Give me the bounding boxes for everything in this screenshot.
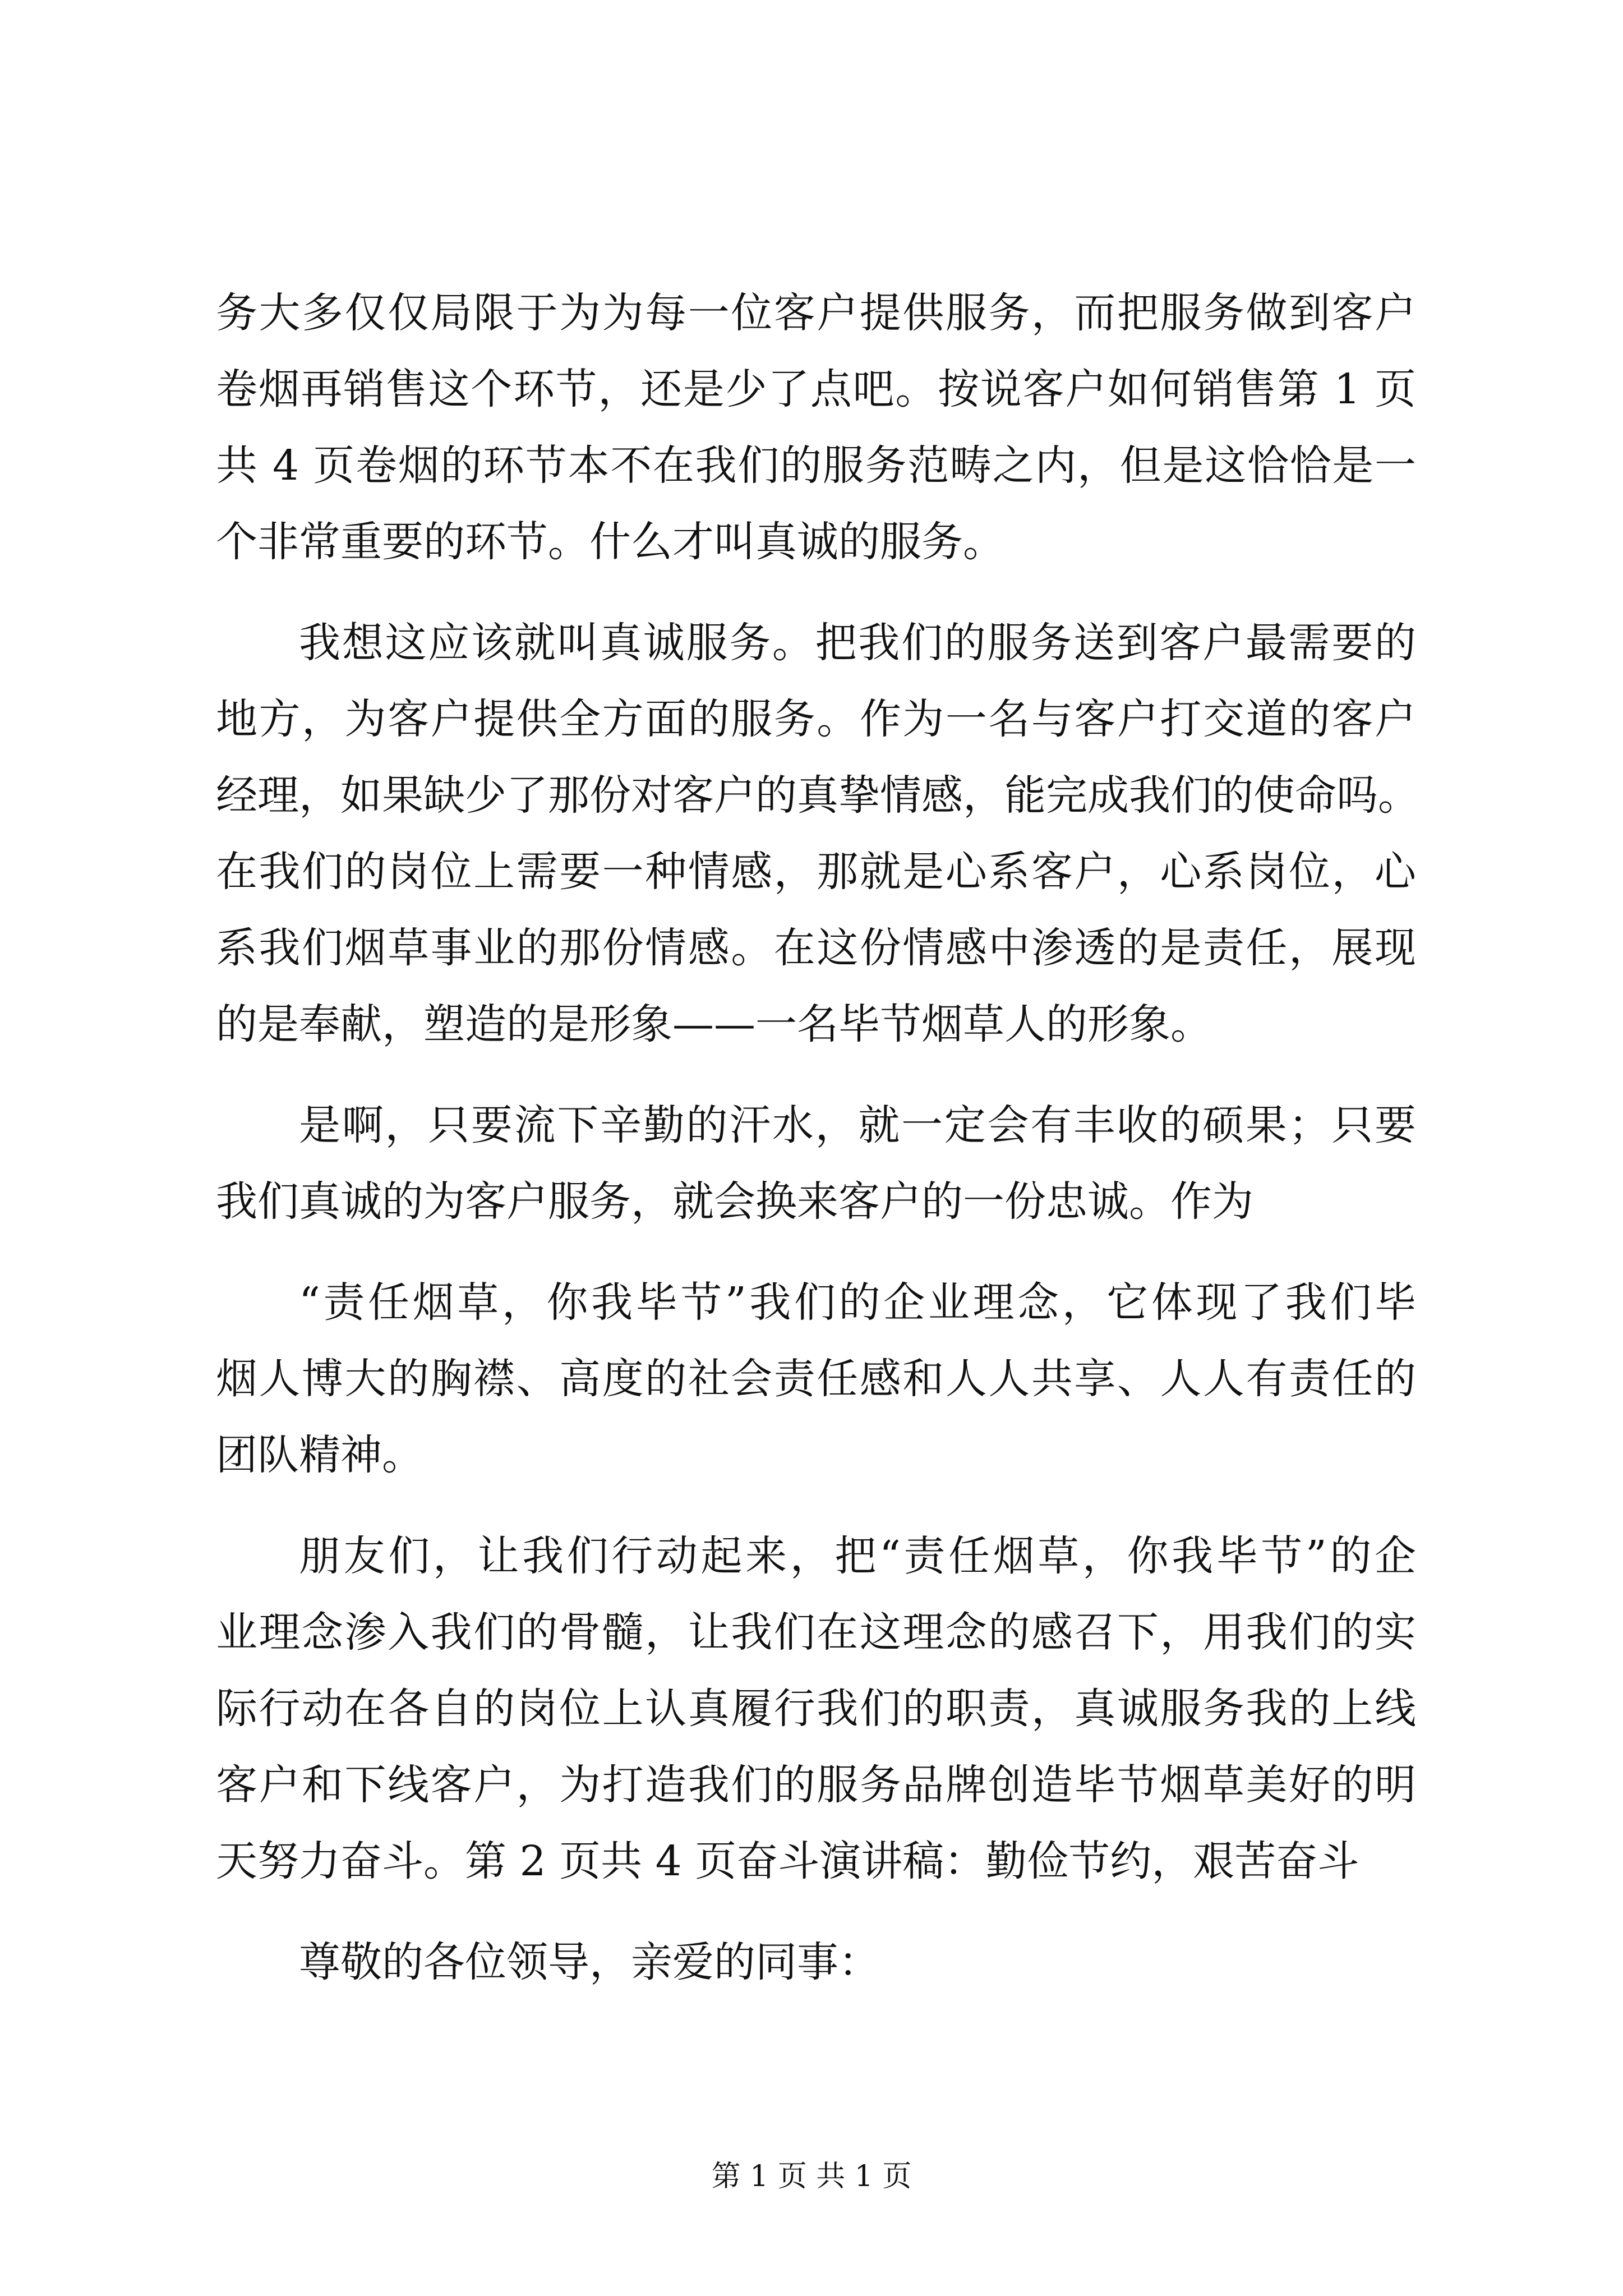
text-line: 个非常重要的环节。什么才叫真诚的服务。 [216, 518, 1004, 566]
text-line: 尊敬的各位领导，亲爱的同事： [299, 1938, 880, 1986]
paragraph-5 [216, 1518, 1416, 1899]
text-line: 团队精神。 [216, 1431, 423, 1479]
paragraph-6 [216, 1924, 1416, 2000]
text-line: 在我们的岗位上需要一种情感，那就是心系客户，心系岗位，心 [216, 848, 1416, 896]
text-line: 经理，如果缺少了那份对客户的真挚情感，能完成我们的使命吗。 [216, 771, 1419, 820]
text-line: 共 4 页卷烟的环节本不在我们的服务范畴之内，但是这恰恰是一 [216, 441, 1416, 490]
text-line: 地方，为客户提供全方面的服务。作为一名与客户打交道的客户 [216, 695, 1416, 743]
paragraph-4 [216, 1264, 1416, 1493]
text-line: 我们真诚的为客户服务，就会换来客户的一份忠诚。作为 [216, 1177, 1253, 1226]
text-line: 客户和下线客户，为打造我们的服务品牌创造毕节烟草美好的明 [216, 1761, 1416, 1809]
text-line: 务大多仅仅局限于为为每一位客户提供服务，而把服务做到客户 [216, 289, 1416, 337]
text-line: 的是奉献，塑造的是形象——一名毕节烟草人的形象。 [216, 1000, 1212, 1048]
text-line: “责任烟草，你我毕节”我们的企业理念，它体现了我们毕 [299, 1278, 1416, 1327]
text-line: 业理念渗入我们的骨髓，让我们在这理念的感召下，用我们的实 [216, 1608, 1416, 1657]
text-line: 卷烟再销售这个环节，还是少了点吧。按说客户如何销售第 1 页 [216, 365, 1416, 413]
text-line: 烟人博大的胸襟、高度的社会责任感和人人共享、人人有责任的 [216, 1355, 1416, 1403]
text-line: 朋友们，让我们行动起来，把“责任烟草，你我毕节”的企 [299, 1532, 1416, 1580]
text-line: 系我们烟草事业的那份情感。在这份情感中渗透的是责任，展现 [216, 924, 1416, 972]
text-line: 天努力奋斗。第 2 页共 4 页奋斗演讲稿：勤俭节约，艰苦奋斗 [216, 1837, 1359, 1885]
page-footer: 第 1 页 共 1 页 [711, 2160, 912, 2193]
text-line: 际行动在各自的岗位上认真履行我们的职责，真诚服务我的上线 [216, 1685, 1416, 1733]
text-line: 是啊，只要流下辛勤的汗水，就一定会有丰收的硕果；只要 [299, 1101, 1416, 1149]
document-body [216, 275, 1419, 2000]
paragraph-2 [216, 605, 1419, 1062]
text-line: 我想这应该就叫真诚服务。把我们的服务送到客户最需要的 [299, 619, 1416, 667]
paragraph-1 [216, 275, 1416, 580]
paragraph-3 [216, 1087, 1416, 1240]
